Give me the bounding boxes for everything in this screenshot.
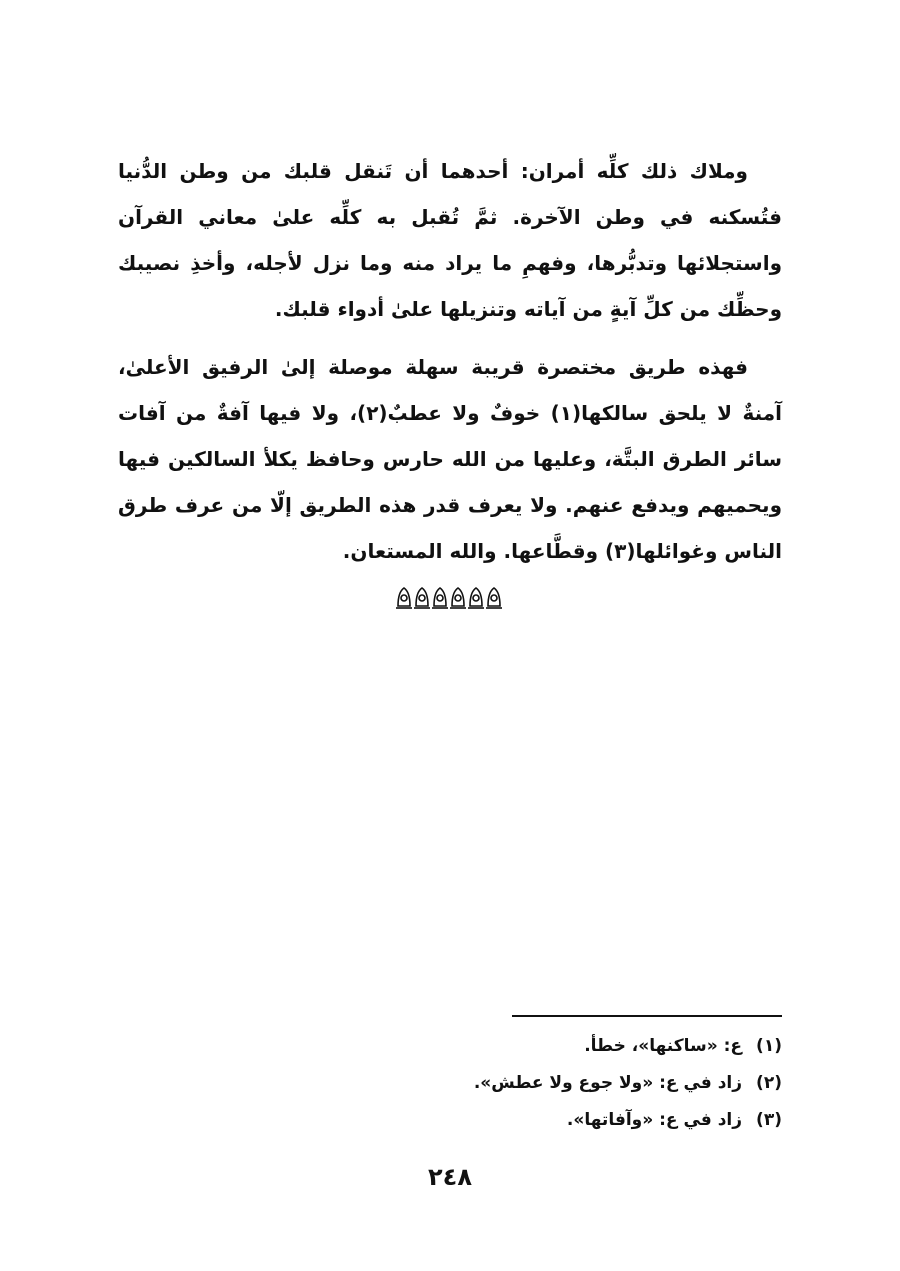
paragraph-2: فهذه طريق مختصرة قريبة سهلة موصلة إلىٰ الرفيق الأعلىٰ، آمنةٌ لا يلحق سالكها(١) خوفٌ ولا عطبٌ(٢)، ولا فيها آفةٌ من آفات سائر الطرق البتَّة، وعليها من الله حارس وحافظ يكلأ السالكين فيها ويحميهم ويدفع عنهم. ولا يعرف قدر هذه الطريق إلّا من عرف طرق الناس وغوائلها(٣) وقطَّاعها. والله المستعان. [118,355,783,563]
footnotes [262,1028,782,1139]
footnote-separator [512,1015,782,1017]
footnote-1 [262,1028,782,1065]
footnote-number: (٣) [756,1110,782,1130]
footnote-text: ع: «ساكنها»، خطأ. [584,1036,743,1056]
footnote-3 [262,1102,782,1139]
page-number: ٢٤٨ [428,1163,472,1191]
floral-divider-icon [394,584,506,610]
paragraph-1: وملاك ذلك كلِّه أمران: أحدهما أن تَنقل قلبك من وطن الدُّنيا فتُسكنه في وطن الآخرة. ثمَّ تُقبل به كلِّه علىٰ معاني القرآن واستجلائها وتدبُّرها، وفهمِ ما يراد منه وما نزل لأجله، وأخذِ نصيبك وحظِّك من كلِّ آيةٍ من آياته وتنزيلها علىٰ أدواء قلبك. [118,159,782,321]
section-ornament [0,584,900,614]
footnote-text: زاد في ع: «وآفاتها». [566,1110,743,1130]
main-text [118,148,782,574]
footnote-2 [262,1065,782,1102]
footnote-number: (٢) [756,1073,782,1093]
footnote-text: زاد في ع: «ولا جوع ولا عطش». [473,1073,743,1093]
footnote-number: (١) [756,1036,782,1056]
